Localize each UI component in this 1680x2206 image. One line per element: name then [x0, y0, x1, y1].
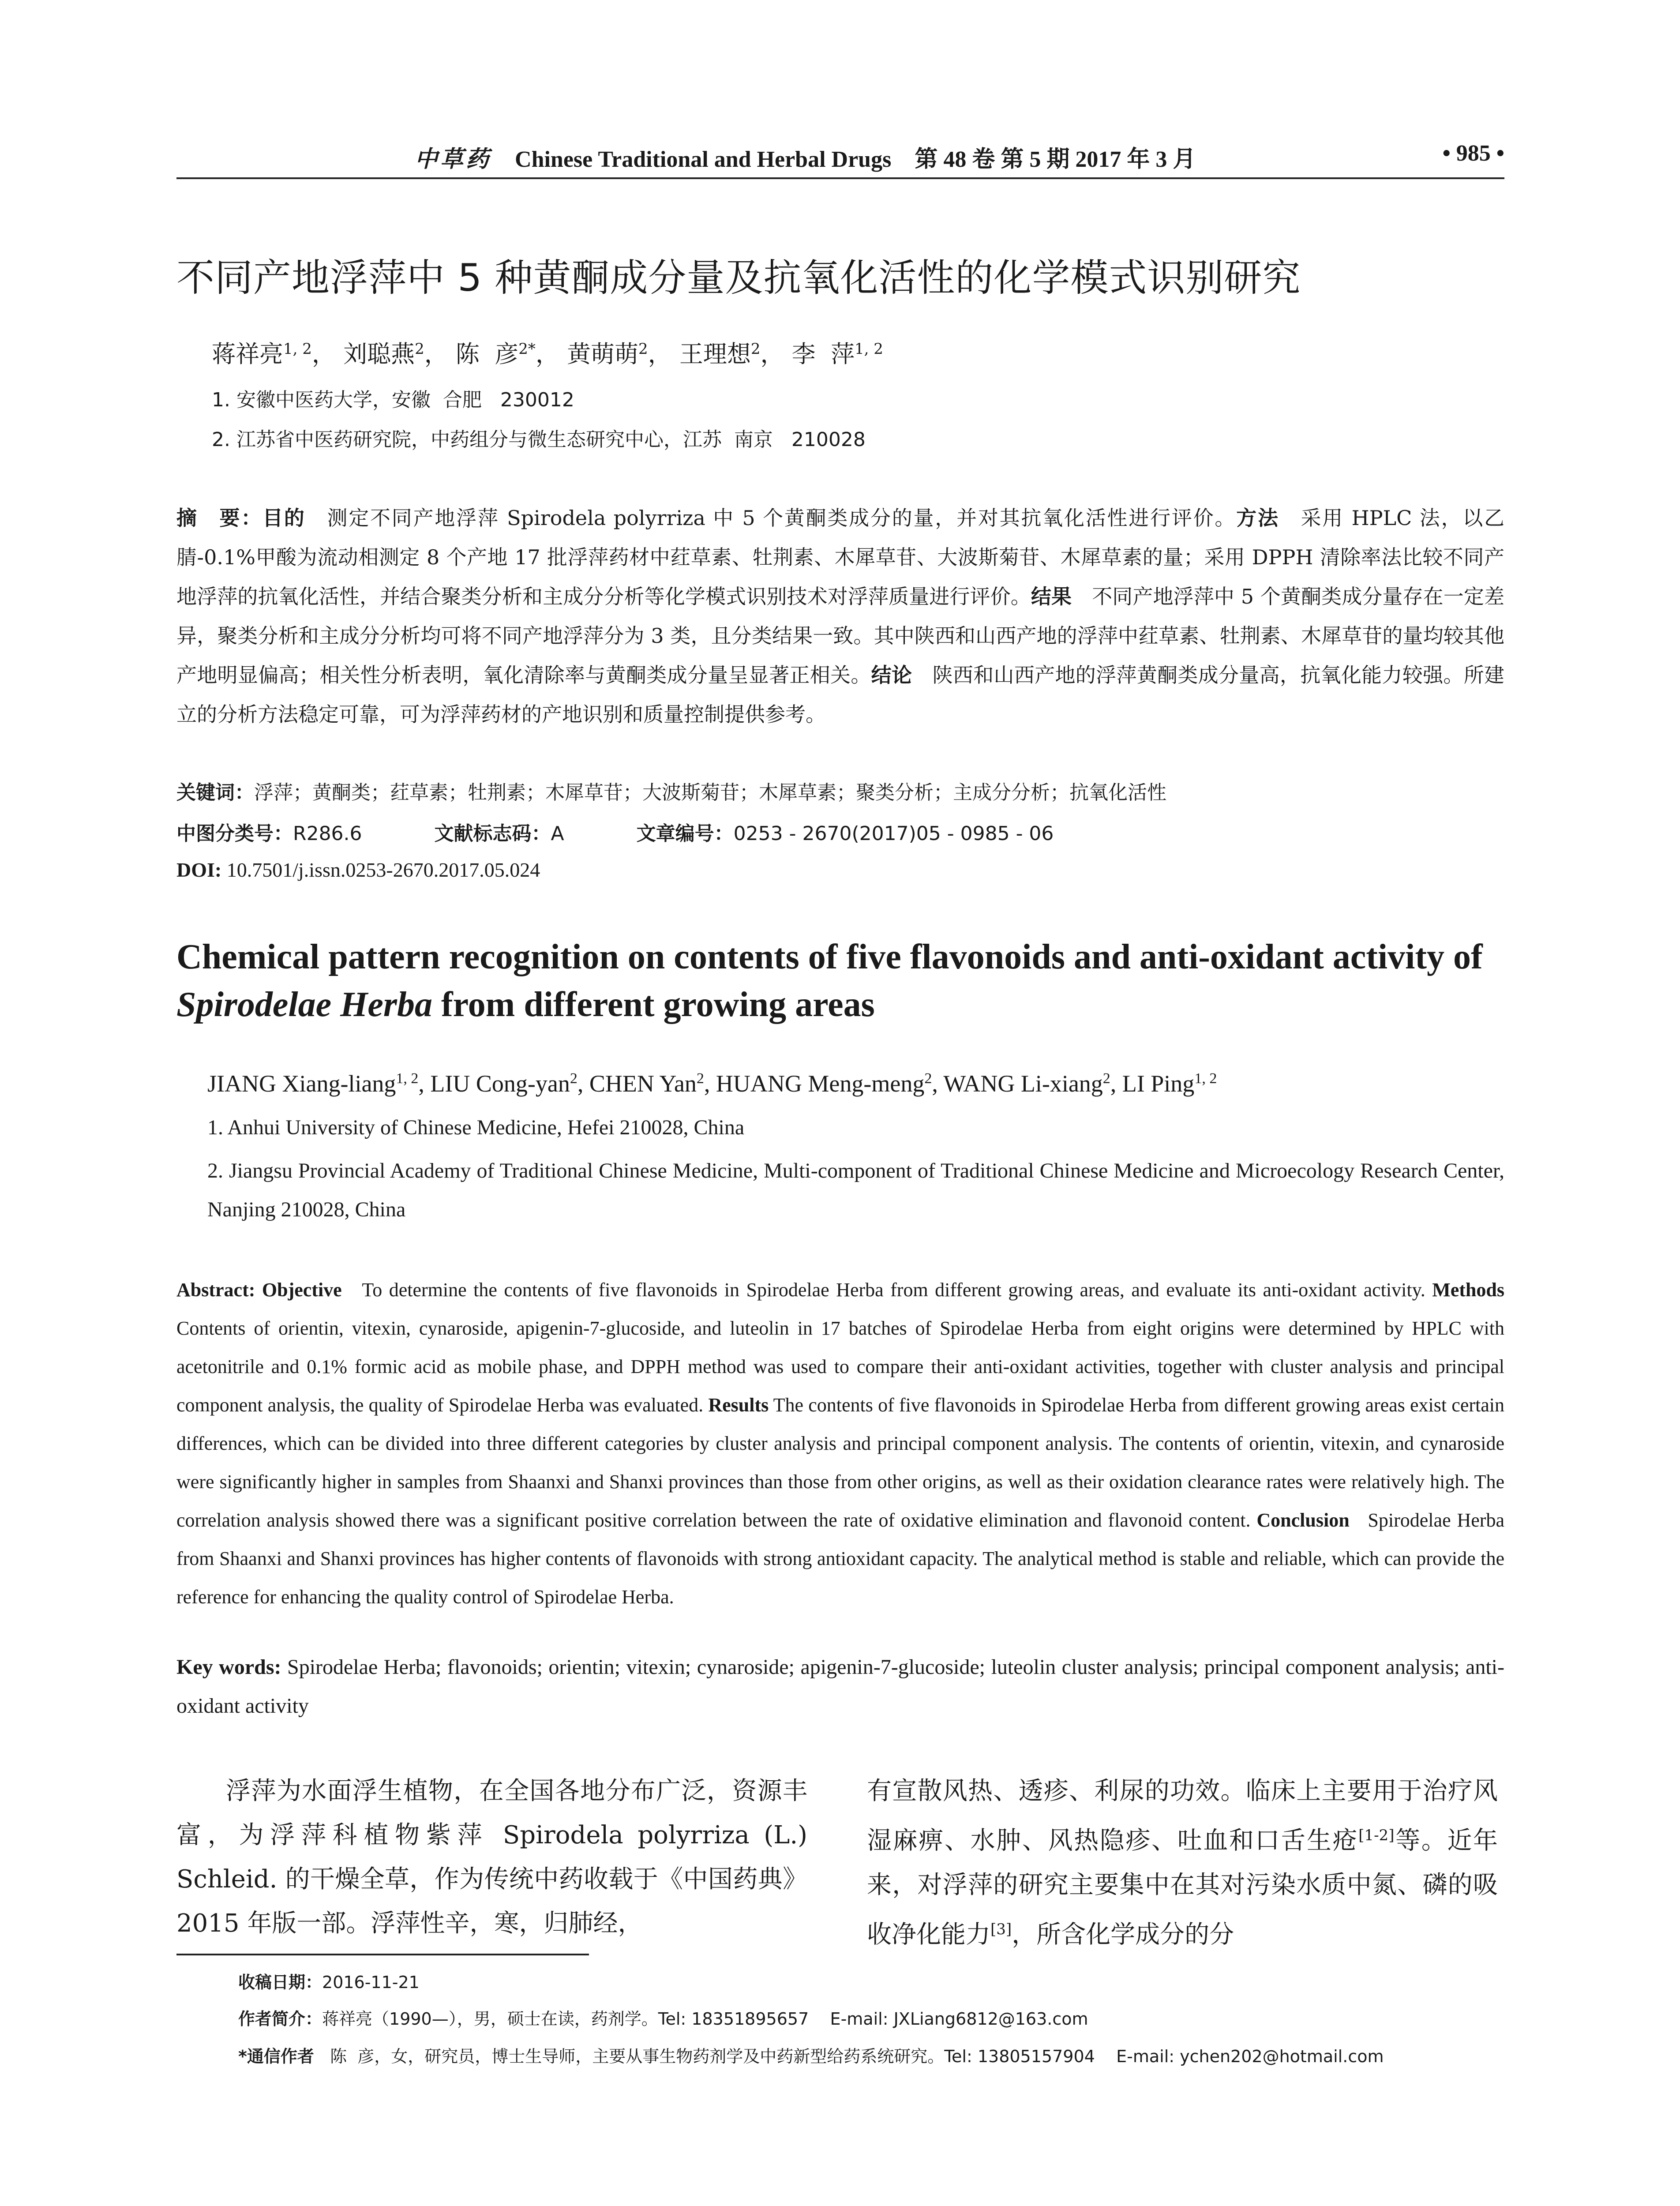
journal-name: Chinese Traditional and Herbal Drugs: [515, 147, 892, 172]
citation[interactable]: [3]: [990, 1920, 1012, 1938]
author-affil-mark: 2*: [518, 340, 536, 358]
author-name: 王理想: [679, 340, 751, 368]
conclusion-label: Conclusion: [1256, 1509, 1350, 1531]
objective-text: 测定不同产地浮萍 Spirodela polyrriza 中 5 个黄酮类成分的量，并对其抗氧化活性进行评价。: [305, 506, 1237, 530]
header-divider: [176, 177, 1504, 179]
footnote-author: [238, 2005, 1088, 2030]
author-affil-mark: 1, 2: [396, 1070, 419, 1087]
objective-text: To determine the contents of five flavonoids in Spirodelae Herba from different growing areas, and evaluate its anti-oxidant activity.: [341, 1279, 1432, 1301]
classification-line: [176, 818, 1120, 846]
conclusion-label: 结论: [871, 663, 912, 687]
en-title: [176, 933, 1504, 1028]
doccode-entry: [435, 822, 564, 845]
footnote-received: [238, 1969, 420, 1993]
author-name: 蒋祥亮: [212, 340, 283, 368]
en-title-part: from different growing areas: [432, 985, 875, 1024]
clc-entry: [176, 822, 362, 845]
footnote-label: *通信作者: [238, 2047, 314, 2066]
objective-label: Objective: [262, 1279, 342, 1301]
footnote-text: 陈 彦，女，研究员，博士生导师，主要从事生物药剂学及中药新型给药系统研究。Tel: 13805157904 E-mail: ychen202@hotmail.com: [314, 2047, 1384, 2066]
author-affil-mark: 1, 2: [1194, 1070, 1217, 1087]
en-keywords: [176, 1648, 1504, 1726]
author-affil-mark: 2: [570, 1070, 578, 1087]
methods-text: Contents of orientin, vitexin, cynaroside, apigenin-7-glucoside, and luteolin in 17 batches of Spirodelae Herba from eight origins were determined by HPLC with acetonitrile and 0.1% formic acid as mobile phase, and DPPH method was used to compare their anti-oxidant activities, together with cluster analysis and principal component analysis, the quality of Spirodelae Herba was evaluated.: [176, 1279, 1519, 1416]
author-affil-mark: 2: [1102, 1070, 1110, 1087]
doi-label: DOI:: [176, 859, 222, 881]
author-affil-mark: 2: [638, 340, 648, 358]
abstract-label: Abstract:: [176, 1279, 255, 1301]
objective-label: 目的: [262, 506, 306, 530]
results-label: 结果: [1031, 585, 1072, 608]
cn-title: 不同产地浮萍中 5 种黄酮成分量及抗氧化活性的化学模式识别研究: [176, 256, 1301, 300]
journal-logo: 中草药: [415, 147, 492, 172]
doi-line: [176, 858, 540, 882]
articleno-entry: [637, 822, 1054, 845]
author-affil-mark: 2: [415, 340, 424, 358]
body-text: 等。近年来，对浮萍的研究主要集中在其对污染水质中氮、磷的吸收净化能力: [867, 1826, 1498, 1949]
cn-affiliation-2: 2. 江苏省中医药研究院，中药组分与微生态研究中心，江苏 南京 210028: [212, 428, 866, 451]
cn-affiliation-1: 1. 安徽中医药大学，安徽 合肥 230012: [212, 389, 574, 411]
clc-label: 中图分类号：: [176, 822, 293, 845]
author-name: JIANG Xiang-liang: [207, 1070, 396, 1097]
keywords-text: 浮萍；黄酮类；荭草素；牡荆素；木犀草苷；大波斯菊苷；木犀草素；聚类分析；主成分分析；抗氧化活性: [254, 781, 1166, 804]
footnote-label: 收稿日期：: [238, 1973, 322, 1992]
author-name: LIU Cong-yan: [430, 1070, 570, 1097]
author-affil-mark: 2: [924, 1070, 932, 1087]
author-name: WANG Li-xiang: [943, 1070, 1103, 1097]
doccode-value: A: [551, 822, 564, 845]
body-text: ，所含化学成分的分: [1012, 1920, 1234, 1949]
page-number: • 985 •: [1442, 141, 1504, 166]
results-text: The contents of five flavonoids in Spirodelae Herba from different growing areas exist certain differences, which can be divided into three different categories by cluster analysis and principal component analysis. The contents of orientin, vitexin, and cynaroside were significantly higher in samples from Shaanxi and Shanxi provinces than those from other origins, as well as their oxidation clearance rates were relatively high. The correlation analysis showed there was a significant positive correlation between the rate of oxidative elimination and flavonoid content.: [176, 1394, 1504, 1531]
body-text: 有宣散风热、透疹、利尿的功效。临床上主要用于治疗风湿麻痹、水肿、风热隐疹、吐血和口舌生疮: [867, 1777, 1498, 1855]
methods-label: Methods: [1432, 1279, 1504, 1301]
en-title-species: Spirodelae Herba: [176, 985, 432, 1024]
author-affil-mark: 2: [696, 1070, 704, 1087]
author-name: 陈 彦: [455, 340, 519, 368]
en-title-part: Chemical pattern recognition on contents of five flavonoids and anti-oxidant activity of: [176, 938, 1483, 976]
en-affiliation-2: 2. Jiangsu Provincial Academy of Traditional Chinese Medicine, Multi-component of Traditional Chinese Medicine and Microecology Research Center, Nanjing 210028, China: [207, 1159, 1504, 1221]
author-name: CHEN Yan: [589, 1070, 697, 1097]
author-affil-mark: 2: [750, 340, 761, 358]
issue-info: 第 48 卷 第 5 期 2017 年 3 月: [915, 147, 1196, 172]
conclusion-text: Spirodelae Herba from Shaanxi and Shanxi provinces has higher contents of flavonoids with strong antioxidant capacity. The analytical method is stable and reliable, which can provide the reference for enhancing the quality control of Spirodelae Herba.: [176, 1509, 1509, 1608]
doccode-label: 文献标志码：: [434, 822, 551, 845]
abstract-label: 摘 要：: [176, 506, 263, 530]
keywords-label: 关键词：: [176, 781, 254, 804]
author-name: HUANG Meng-meng: [716, 1070, 925, 1097]
author-name: 刘聪燕: [343, 340, 415, 368]
en-authors: JIANG Xiang-liang$^{1, 2}$, LIU Cong-yan$^2$, CHEN Yan$^2$, HUANG Meng-meng$^2$, WANG Li-xiang$^2$, LI Ping$^{1, 2}$: [207, 1070, 1217, 1097]
en-affiliation-1: 1. Anhui University of Chinese Medicine, Hefei 210028, China: [207, 1116, 745, 1139]
cn-authors: 蒋祥亮$^{1, 2}$， 刘聪燕$^2$， 陈 彦$^{2*}$， 黄萌萌$^2$， 王理想$^2$， 李 萍$^{1, 2}$: [212, 340, 883, 368]
author-name: 李 萍: [791, 340, 855, 368]
running-header: [176, 140, 1504, 176]
keywords-text: Spirodelae Herba; flavonoids; orientin; vitexin; cynaroside; apigenin-7-glucoside; luteolin cluster analysis; principal component analysis; anti-oxidant activity: [176, 1655, 1504, 1718]
articleno-label: 文章编号：: [636, 822, 734, 845]
author-name: 黄萌萌: [567, 340, 639, 368]
conclusion-text: 陕西和山西产地的浮萍黄酮类成分量高，抗氧化能力较强。所建立的分析方法稳定可靠，可为浮萍药材的产地识别和质量控制提供参考。: [176, 663, 1504, 726]
cn-keywords: [176, 777, 1166, 805]
footnote-text: 2016-11-21: [322, 1973, 420, 1992]
methods-label: 方法: [1236, 506, 1279, 530]
cn-abstract: [176, 499, 1504, 734]
en-abstract: [176, 1271, 1519, 1616]
journal-info: [415, 140, 1196, 173]
author-affil-mark: 1, 2: [855, 340, 883, 358]
citation[interactable]: [1-2]: [1358, 1827, 1395, 1844]
doi-value[interactable]: 10.7501/j.issn.0253-2670.2017.05.024: [221, 859, 540, 881]
body-column-left: 浮萍为水面浮生植物，在全国各地分布广泛，资源丰富，为浮萍科植物紫萍 Spirodela polyrriza (L.) Schleid. 的干燥全草，作为传统中药收载于《中国药典》2015 年版一部。浮萍性辛，寒，归肺经，: [176, 1777, 807, 1938]
body-column-right: [867, 1769, 1498, 1957]
results-text: 不同产地浮萍中 5 个黄酮类成分量存在一定差异，聚类分析和主成分分析均可将不同产地浮萍分为 3 类，且分类结果一致。其中陕西和山西产地的浮萍中荭草素、牡荆素、木犀草苷的量均较其他产地明显偏高；相关性分析表明，氧化清除率与黄酮类成分量呈显著正相关。: [176, 585, 1505, 687]
results-label: Results: [708, 1394, 769, 1416]
footnote-text: 蒋祥亮（1990—），男，硕士在读，药剂学。Tel: 18351895657 E-mail: JXLiang6812@163.com: [322, 2009, 1088, 2029]
footnote-label: 作者简介：: [238, 2009, 322, 2029]
author-affil-mark: 1, 2: [283, 340, 312, 358]
clc-value: R286.6: [293, 822, 362, 845]
articleno-value: 0253 - 2670(2017)05 - 0985 - 06: [733, 822, 1054, 845]
author-name: LI Ping: [1122, 1070, 1195, 1097]
footnote-corresponding: [176, 2043, 1384, 2067]
methods-text: 采用 HPLC 法，以乙腈-0.1%甲酸为流动相测定 8 个产地 17 批浮萍药材中荭草素、牡荆素、木犀草苷、大波斯菊苷、木犀草素的量；采用 DPPH 清除率法比较不同产地浮萍的抗氧化活性，并结合聚类分析和主成分分析等化学模式识别技术对浮萍质量进行评价。: [176, 506, 1505, 608]
keywords-label: Key words:: [176, 1655, 281, 1679]
footnote-divider: [176, 1954, 589, 1955]
